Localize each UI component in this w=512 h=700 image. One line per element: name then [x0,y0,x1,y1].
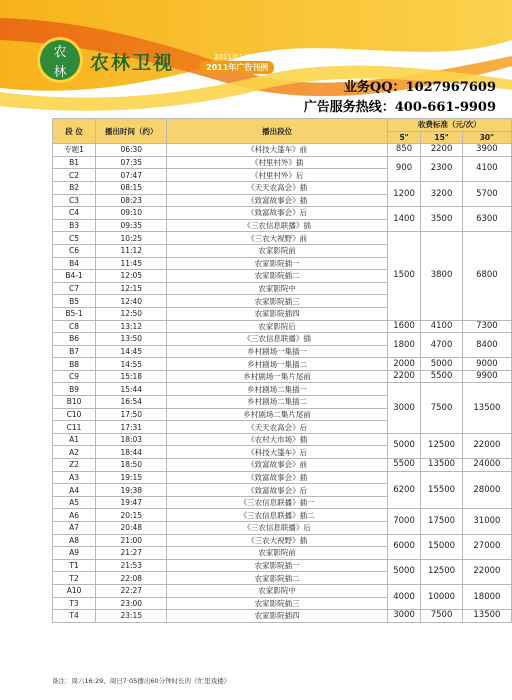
cell-price-15: 15500 [421,471,462,509]
cell-slot: 《村里村外》插 [167,156,387,169]
cell-slot: 农家影院插一 [167,257,387,270]
cell-time: 08:15 [96,181,167,194]
cell-slot: 农家影院插四 [167,610,387,623]
cell-segment: C7 [53,282,96,295]
cell-time: 06:30 [96,144,167,157]
cell-segment: B4-1 [53,270,96,283]
cell-price-30: 7300 [462,320,511,333]
header-banner [0,0,512,118]
cell-slot: 《致富故事会》后 [167,484,387,497]
cell-price-15: 2300 [421,156,462,181]
cell-segment: C6 [53,244,96,257]
cell-slot: 农家影院前 [167,244,387,257]
cell-price-30: 9900 [462,370,511,383]
cell-time: 07:35 [96,156,167,169]
cell-slot: 乡村剧场二集插二 [167,396,387,409]
channel-logo [40,40,80,80]
cell-price-5: 2000 [387,358,421,371]
cell-segment: A10 [53,584,96,597]
cell-slot: 《三农信息联播》插二 [167,509,387,522]
cell-price-15: 3800 [421,232,462,320]
cell-time: 07:47 [96,169,167,182]
cell-time: 09:35 [96,219,167,232]
cell-time: 16:54 [96,396,167,409]
cell-time: 21:00 [96,534,167,547]
cell-segment: A2 [53,446,96,459]
cell-price-15: 4700 [421,333,462,358]
cell-price-30: 3900 [462,144,511,157]
table-row [53,584,512,597]
cell-segment: A7 [53,522,96,535]
cell-price-5: 7000 [387,509,421,534]
cell-price-30: 8400 [462,333,511,358]
cell-time: 14:55 [96,358,167,371]
cell-price-5: 3000 [387,383,421,433]
cell-slot: 《农村大市场》插 [167,433,387,446]
cell-slot: 《村里村外》后 [167,169,387,182]
cell-slot: 《天天农高会》后 [167,421,387,434]
cell-segment: C9 [53,370,96,383]
cell-time: 13:50 [96,333,167,346]
cell-price-30: 28000 [462,471,511,509]
cell-time: 10:25 [96,232,167,245]
cell-time: 12:05 [96,270,167,283]
cell-segment: B4 [53,257,96,270]
cell-slot: 乡村剧场一集片尾前 [167,370,387,383]
cell-price-15: 12500 [421,559,462,584]
cell-time: 23:00 [96,597,167,610]
cell-segment: T2 [53,572,96,585]
cell-price-15: 10000 [421,584,462,609]
cell-segment: A1 [53,433,96,446]
cell-segment: T4 [53,610,96,623]
cell-price-5: 5000 [387,433,421,458]
cell-segment: A5 [53,496,96,509]
logo-char-2: 林 [53,65,67,80]
cell-slot: 《致富故事会》插 [167,471,387,484]
cell-price-15: 3500 [421,207,462,232]
cell-slot: 《三农大视野》前 [167,232,387,245]
header-dur-15: 15" [421,131,462,144]
cell-segment: B9 [53,383,96,396]
header-dur-30: 30" [462,131,511,144]
cell-time: 18:44 [96,446,167,459]
cell-slot: 《致富故事会》前 [167,459,387,472]
cell-time: 21:27 [96,547,167,560]
cell-price-5: 1500 [387,232,421,320]
cell-segment: C11 [53,421,96,434]
table-row [53,181,512,194]
cell-time: 14:45 [96,345,167,358]
hotline-contact: 广告服务热线：400-661-9909 [303,100,496,115]
table-row [53,320,512,333]
cell-time: 15:18 [96,370,167,383]
table-row [53,358,512,371]
cell-segment: 专题1 [53,144,96,157]
cell-price-30: 22000 [462,559,511,584]
table-row [53,471,512,484]
rate-card-table [52,118,512,623]
cell-price-30: 9000 [462,358,511,371]
cell-slot: 《三农信息联播》插一 [167,496,387,509]
cell-time: 19:38 [96,484,167,497]
table-row [53,207,512,220]
cell-segment: A3 [53,471,96,484]
cell-segment: A9 [53,547,96,560]
table-row [53,370,512,383]
cell-price-5: 3000 [387,610,421,623]
cell-segment: B10 [53,396,96,409]
qq-contact: 业务QQ：1027967609 [343,80,496,95]
cell-segment: C3 [53,194,96,207]
cell-price-15: 4100 [421,320,462,333]
cell-price-5: 6000 [387,534,421,559]
schedule-body [53,144,512,623]
cell-time: 17:31 [96,421,167,434]
cell-price-15: 3200 [421,181,462,206]
cell-segment: C2 [53,169,96,182]
cell-time: 20:48 [96,522,167,535]
cell-segment: B6 [53,333,96,346]
cell-slot: 《科技大篷车》前 [167,144,387,157]
cell-slot: 《三农大视野》插 [167,534,387,547]
cell-price-30: 13500 [462,610,511,623]
cell-slot: 农家影院插二 [167,572,387,585]
cell-price-5: 900 [387,156,421,181]
cell-slot: 《天天农高会》插 [167,181,387,194]
table-row [53,459,512,472]
cell-slot: 《三农信息联播》插 [167,219,387,232]
cell-slot: 农家影院插一 [167,559,387,572]
table-row [53,383,512,396]
cell-time: 22:08 [96,572,167,585]
cell-segment: C4 [53,207,96,220]
cell-price-30: 6800 [462,232,511,320]
cell-price-15: 5000 [421,358,462,371]
cell-price-15: 12500 [421,433,462,458]
cell-segment: B5-1 [53,307,96,320]
cell-slot: 乡村剧场一集插一 [167,345,387,358]
cell-price-5: 1400 [387,207,421,232]
effective-date: 2011年1月1起执行 [214,53,276,61]
cell-price-5: 1800 [387,333,421,358]
cell-price-15: 7500 [421,383,462,433]
cell-price-30: 18000 [462,584,511,609]
table-row [53,333,512,346]
cell-price-5: 5000 [387,559,421,584]
cell-price-5: 2200 [387,370,421,383]
cell-segment: B5 [53,295,96,308]
table-row [53,433,512,446]
cell-price-30: 4100 [462,156,511,181]
cell-segment: B2 [53,181,96,194]
cell-price-15: 15000 [421,534,462,559]
cell-segment: C10 [53,408,96,421]
cell-price-5: 6200 [387,471,421,509]
cell-price-5: 5500 [387,459,421,472]
table-row [53,232,512,245]
cell-segment: C5 [53,232,96,245]
cell-segment: B8 [53,358,96,371]
cell-time: 18:03 [96,433,167,446]
cell-time: 11:12 [96,244,167,257]
cell-price-30: 13500 [462,383,511,433]
channel-name: 农林卫视 [90,52,175,74]
footnote: 备注：周六16:29、周日7:05播出60分钟时长的《忙里戏楼》 [52,677,231,685]
table-row [53,156,512,169]
cell-price-5: 850 [387,144,421,157]
cell-price-15: 13500 [421,459,462,472]
logo-char-1: 农 [53,45,67,60]
cell-price-5: 1600 [387,320,421,333]
cell-slot: 农家影院中 [167,282,387,295]
cell-time: 17:50 [96,408,167,421]
cell-time: 19:15 [96,471,167,484]
cell-time: 11:45 [96,257,167,270]
cell-segment: B7 [53,345,96,358]
cell-price-15: 17500 [421,509,462,534]
cell-price-15: 2200 [421,144,462,157]
cell-segment: B3 [53,219,96,232]
cell-price-30: 6300 [462,207,511,232]
header-fee: 收费标准（元/次） [387,119,511,132]
header-dur-5: 5" [387,131,421,144]
rate-card-title: 2011年广告刊例 [200,61,274,74]
cell-slot: 《三农信息联播》后 [167,522,387,535]
cell-slot: 农家影院插四 [167,307,387,320]
cell-time: 19:47 [96,496,167,509]
cell-price-5: 4000 [387,584,421,609]
cell-segment: A8 [53,534,96,547]
table-row [53,559,512,572]
cell-time: 20:15 [96,509,167,522]
cell-time: 08:23 [96,194,167,207]
table-row [53,509,512,522]
cell-time: 21:53 [96,559,167,572]
table-row [53,534,512,547]
cell-time: 18:50 [96,459,167,472]
cell-segment: T1 [53,559,96,572]
cell-price-30: 27000 [462,534,511,559]
cell-slot: 乡村剧场二集插一 [167,383,387,396]
cell-time: 15:44 [96,383,167,396]
cell-time: 22:27 [96,584,167,597]
cell-slot: 《致富故事会》插 [167,194,387,207]
cell-slot: 农家影院插二 [167,270,387,283]
cell-time: 23:15 [96,610,167,623]
cell-segment: A6 [53,509,96,522]
cell-slot: 《科技大篷车》后 [167,446,387,459]
header-time: 播出时间（约） [96,119,167,144]
cell-slot: 《致富故事会》后 [167,207,387,220]
cell-time: 09:10 [96,207,167,220]
table-row [53,610,512,623]
cell-time: 12:50 [96,307,167,320]
cell-slot: 农家影院中 [167,584,387,597]
table-row [53,144,512,157]
cell-price-30: 24000 [462,459,511,472]
cell-segment: A4 [53,484,96,497]
cell-segment: B1 [53,156,96,169]
cell-segment: T3 [53,597,96,610]
cell-price-30: 22000 [462,433,511,458]
cell-price-30: 5700 [462,181,511,206]
cell-segment: Z2 [53,459,96,472]
header-segment: 段 位 [53,119,96,144]
cell-time: 12:40 [96,295,167,308]
cell-slot: 农家影院插三 [167,597,387,610]
cell-price-30: 31000 [462,509,511,534]
cell-segment: C8 [53,320,96,333]
cell-time: 13:12 [96,320,167,333]
cell-slot: 农家影院后 [167,320,387,333]
cell-slot: 《三农信息联播》插 [167,333,387,346]
cell-price-15: 7500 [421,610,462,623]
cell-time: 12:15 [96,282,167,295]
cell-price-15: 5500 [421,370,462,383]
cell-slot: 农家影院插三 [167,295,387,308]
cell-slot: 乡村剧场一集插二 [167,358,387,371]
header-slot: 播出段位 [167,119,387,144]
cell-slot: 乡村剧场二集片尾前 [167,408,387,421]
cell-slot: 农家影院前 [167,547,387,560]
cell-price-5: 1200 [387,181,421,206]
